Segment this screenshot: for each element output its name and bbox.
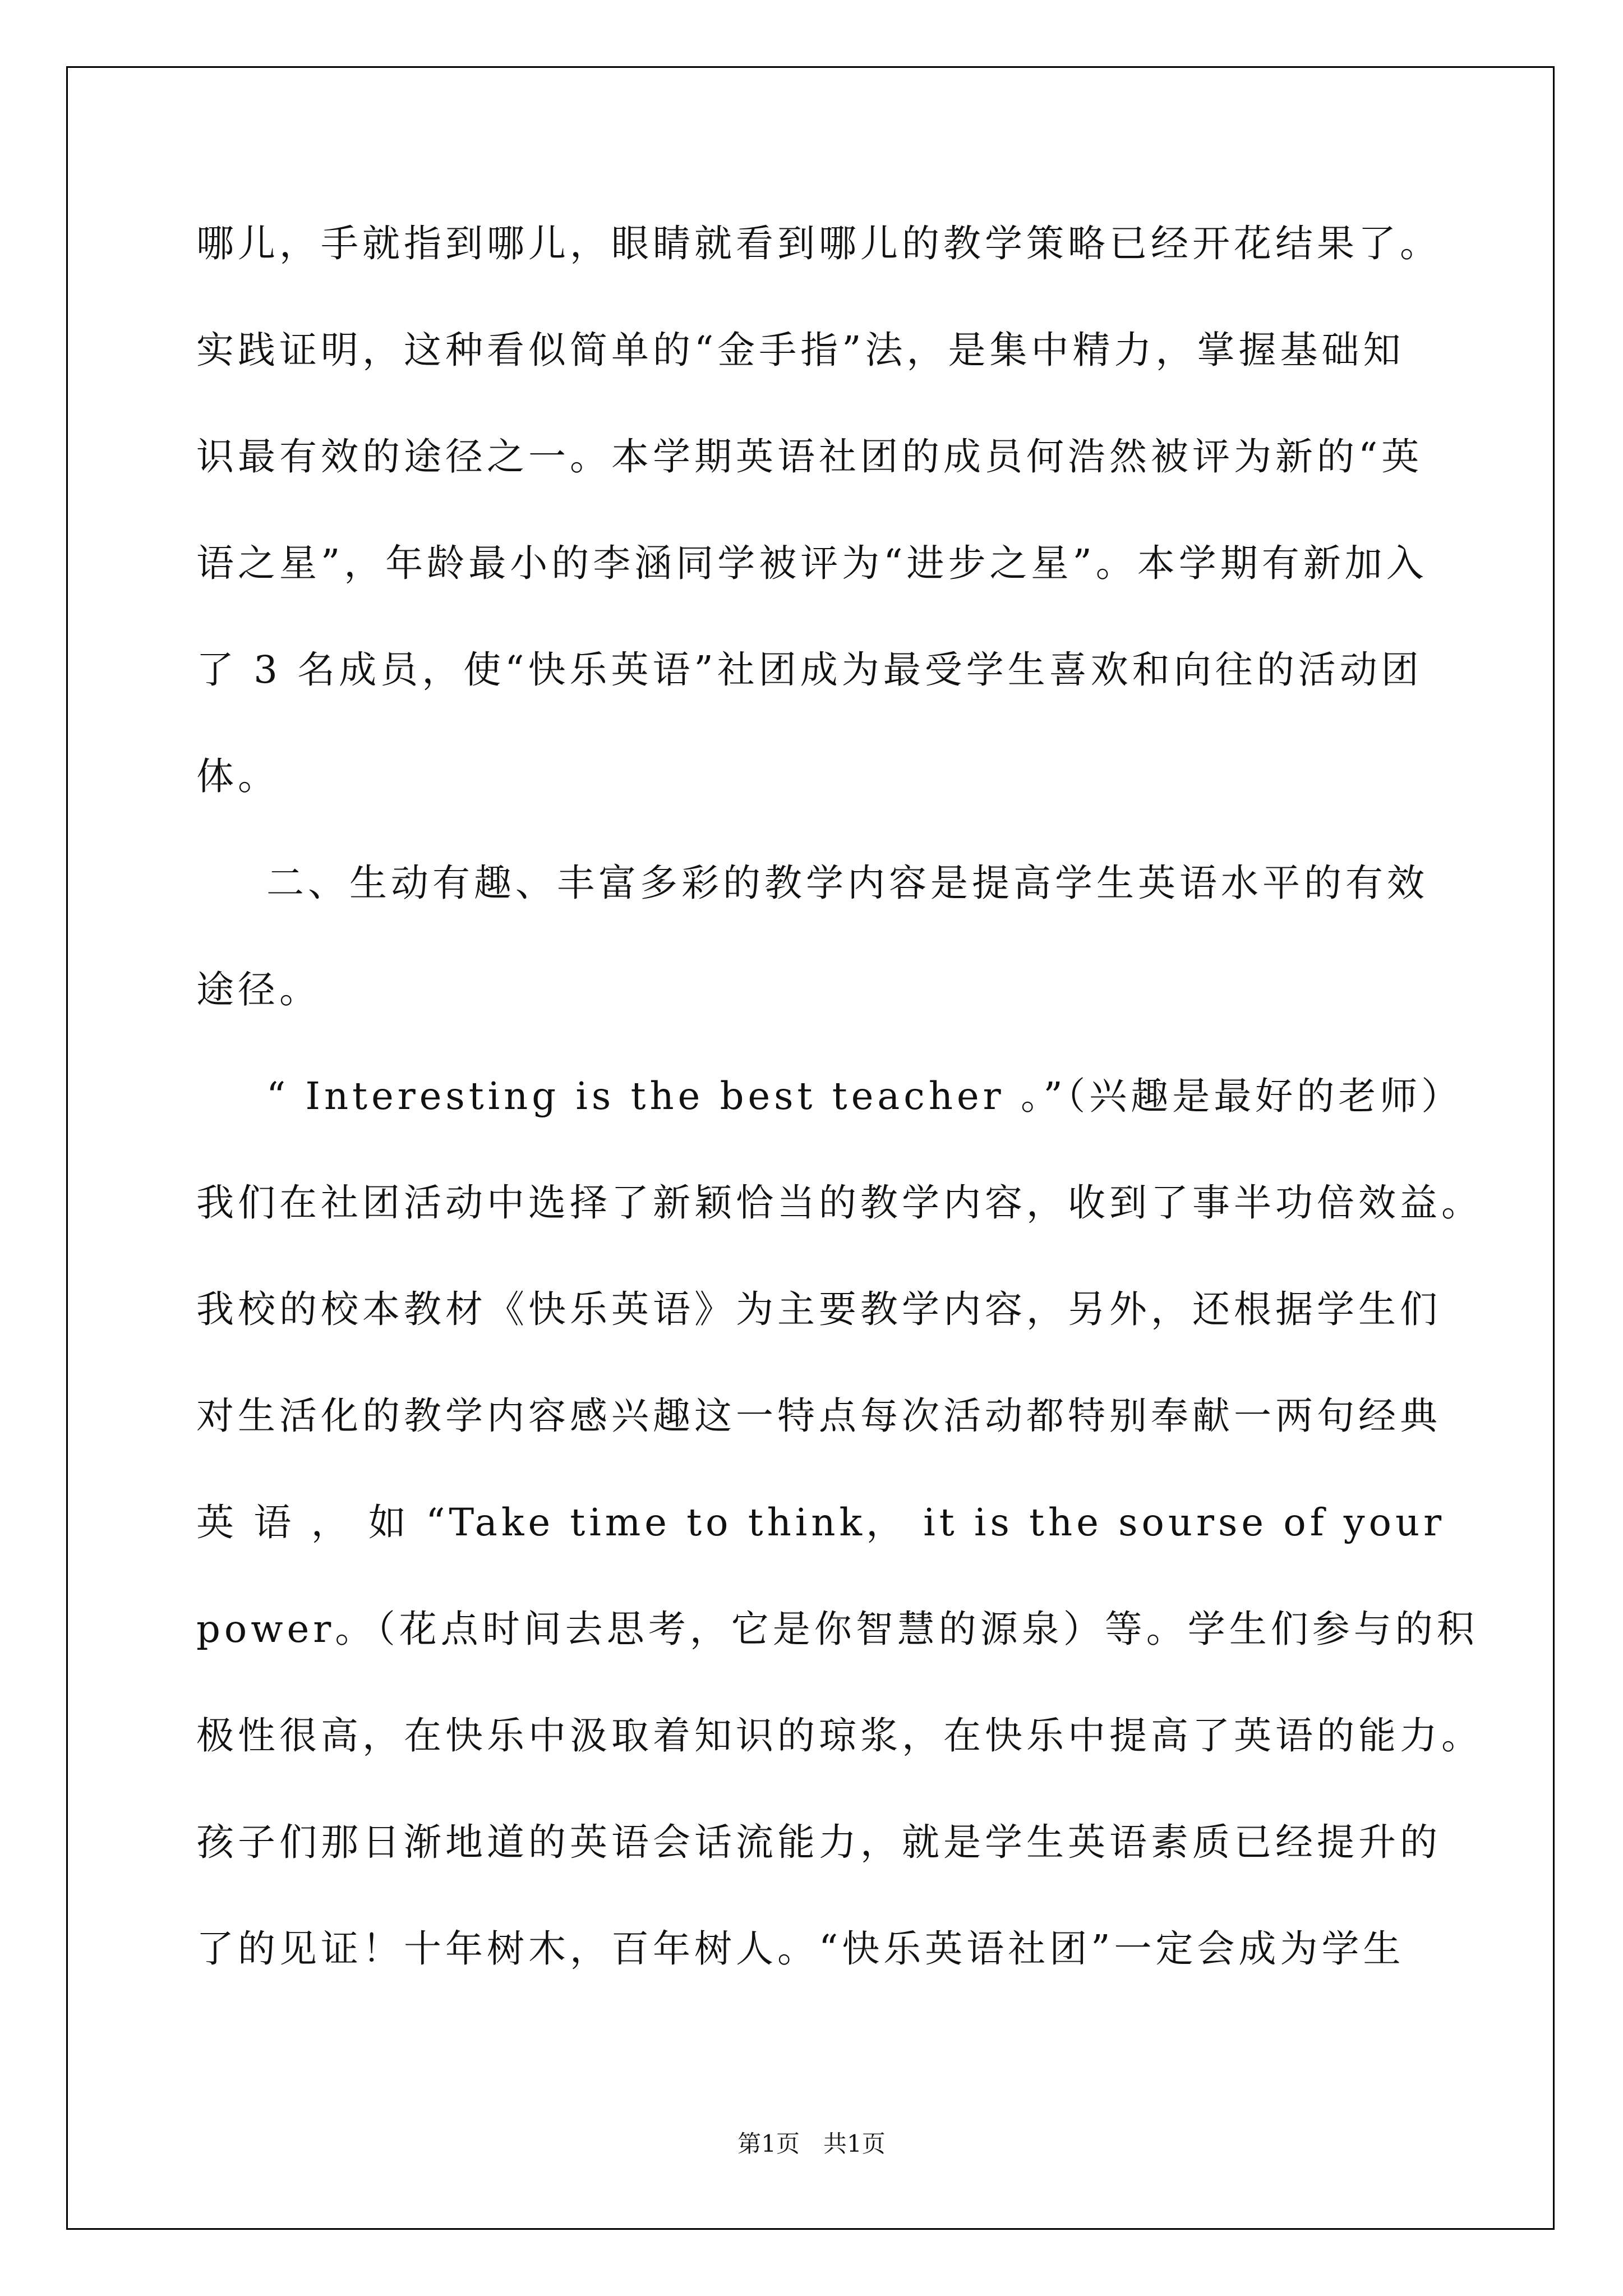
text-line-17: 了的见证！十年树木，百年树人。“快乐英语社团”一定会成为学生 bbox=[196, 1927, 1405, 1971]
page-number: 第1页 bbox=[737, 2130, 800, 2157]
text-line-6: 体。 bbox=[196, 754, 279, 798]
text-line-15: 极性很高，在快乐中汲取着知识的琼浆，在快乐中提高了英语的能力。 bbox=[196, 1714, 1483, 1757]
text-line-16: 孩子们那日渐地道的英语会话流能力，就是学生英语素质已经提升的 bbox=[196, 1820, 1441, 1864]
text-line-7: 二、生动有趣、丰富多彩的教学内容是提高学生英语水平的有效 bbox=[266, 861, 1428, 905]
text-line-12: 对生活化的教学内容感兴趣这一特点每次活动都特别奉献一两句经典 bbox=[196, 1394, 1441, 1438]
text-line-10: 我们在社团活动中选择了新颖恰当的教学内容，收到了事半功倍效益。 bbox=[196, 1181, 1483, 1225]
page-border bbox=[66, 66, 1555, 2230]
text-line-8: 途径。 bbox=[196, 968, 321, 1011]
text-line-5: 了 3 名成员，使“快乐英语”社团成为最受学生喜欢和向往的活动团 bbox=[196, 648, 1423, 692]
text-line-2: 实践证明，这种看似简单的“金手指”法，是集中精力，掌握基础知 bbox=[196, 328, 1405, 372]
page-footer bbox=[0, 2128, 1623, 2160]
text-line-9: “ Interesting is the best teacher 。”（兴趣是最好的老师） bbox=[266, 1074, 1463, 1118]
text-line-1: 哪儿，手就指到哪儿，眼睛就看到哪儿的教学策略已经开花结果了。 bbox=[196, 222, 1441, 265]
text-line-3: 识最有效的途径之一。本学期英语社团的成员何浩然被评为新的“英 bbox=[196, 435, 1423, 478]
page-total: 共1页 bbox=[823, 2130, 886, 2157]
text-line-13: 英 语 ， 如 “Take time to think， it is the sourse of your bbox=[196, 1501, 1446, 1544]
text-line-4: 语之星”，年龄最小的李涵同学被评为“进步之星”。本学期有新加入 bbox=[196, 541, 1428, 585]
text-line-11: 我校的校本教材《快乐英语》为主要教学内容，另外，还根据学生们 bbox=[196, 1287, 1441, 1331]
text-line-14: power。（花点时间去思考，它是你智慧的源泉）等。学生们参与的积 bbox=[196, 1607, 1478, 1651]
